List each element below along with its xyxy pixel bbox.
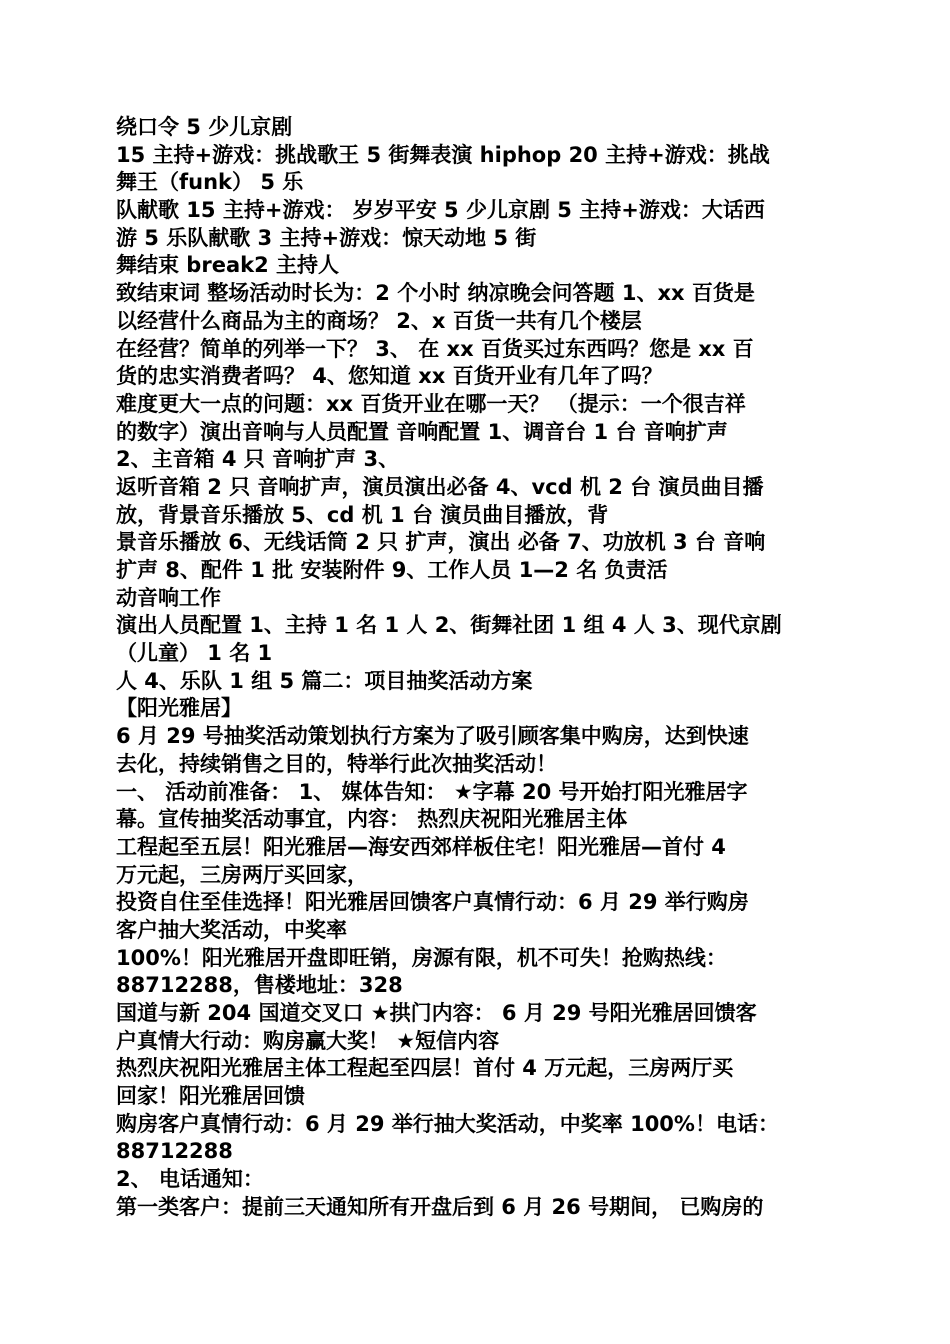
text-line: 6 月 29 号抽奖活动策划执行方案为了吸引顾客集中购房，达到快速 <box>116 724 749 749</box>
text-line: 绕口令 5 少儿京剧 <box>116 115 293 139</box>
text-line: 幕。宣传抽奖活动事宜，内容： 热烈庆祝阳光雅居主体 <box>116 807 628 832</box>
text-line: 【阳光雅居】 <box>116 696 242 721</box>
text-line: 一、 活动前准备： 1、 媒体告知： ★字幕 20 号开始打阳光雅居字 <box>116 779 748 804</box>
text-line: 游 5 乐队献歌 3 主持+游戏：惊天动地 5 街 <box>116 225 537 250</box>
text-line: 演出人员配置 1、主持 1 名 1 人 2、街舞社团 1 组 4 人 3、现代京剧 <box>116 613 782 638</box>
text-line: 景音乐播放 6、无线话筒 2 只 扩声，演出 必备 7、功放机 3 台 音响 <box>116 530 766 555</box>
text-line: 工程起至五层！阳光雅居—海安西郊样板住宅！阳光雅居—首付 4 <box>116 834 726 859</box>
text-line: 以经营什么商品为主的商场？ 2、x 百货一共有几个楼层 <box>116 308 642 333</box>
text-line: 国道与新 204 国道交叉口 ★拱门内容： 6 月 29 号阳光雅居回馈客 <box>116 1001 757 1025</box>
text-line: 万元起，三房两厅买回家， <box>116 862 368 887</box>
text-line: 15 主持+游戏：挑战歌王 5 街舞表演 hiphop 20 主持+游戏：挑战 <box>116 142 770 167</box>
text-line: 2、 电话通知： <box>116 1167 264 1192</box>
text-line: 投资自住至佳选择！阳光雅居回馈客户真情行动：6 月 29 举行购房 <box>116 890 749 915</box>
text-line: 2、主音箱 4 只 音响扩声 3、 <box>116 447 400 472</box>
text-line: 在经营？简单的列举一下？ 3、 在 xx 百货买过东西吗？您是 xx 百 <box>116 336 754 361</box>
text-line: 的数字）演出音响与人员配置 音响配置 1、调音台 1 台 音响扩声 <box>116 419 728 444</box>
text-line: 舞王（funk） 5 乐 <box>116 170 304 195</box>
text-line: 88712288 <box>116 1139 233 1164</box>
text-line: （儿童） 1 名 1 <box>116 641 273 666</box>
text-line: 88712288，售楼地址：328 <box>116 973 403 998</box>
text-line: 致结束词 整场活动时长为：2 个小时 纳凉晚会问答题 1、xx 百货是 <box>116 281 755 306</box>
text-line: 购房客户真情行动：6 月 29 举行抽大奖活动，中奖率 100%！电话： <box>116 1111 779 1136</box>
text-line: 热烈庆祝阳光雅居主体工程起至四层！首付 4 万元起，三房两厅买 <box>116 1056 734 1081</box>
text-line: 队献歌 15 主持+游戏： 岁岁平安 5 少儿京剧 5 主持+游戏：大话西 <box>116 198 765 223</box>
text-line: 回家！阳光雅居回馈 <box>116 1084 305 1109</box>
text-line: 放，背景音乐播放 5、cd 机 1 台 演员曲目播放，背 <box>116 502 609 527</box>
text-line: 动音响工作 <box>116 585 221 610</box>
text-line: 去化，持续销售之目的，特举行此次抽奖活动！ <box>116 751 557 776</box>
text-line: 货的忠实消费者吗？ 4、您知道 xx 百货开业有几年了吗？ <box>116 364 663 389</box>
text-line: 返听音箱 2 只 音响扩声，演员演出必备 4、vcd 机 2 台 演员曲目播 <box>116 474 764 499</box>
text-line: 客户抽大奖活动，中奖率 <box>116 917 347 942</box>
text-line: 第一类客户：提前三天通知所有开盘后到 6 月 26 号期间， 已购房的 <box>116 1194 764 1219</box>
document-body <box>116 114 836 1222</box>
text-line: 户真情大行动：购房赢大奖！ ★短信内容 <box>116 1028 500 1053</box>
text-line: 100%！阳光雅居开盘即旺销，房源有限，机不可失！抢购热线： <box>116 945 727 970</box>
text-line: 舞结束 break2 主持人 <box>116 253 340 278</box>
text-line: 扩声 8、配件 1 批 安装附件 9、工作人员 1—2 名 负责活 <box>116 558 668 582</box>
text-line: 难度更大一点的问题：xx 百货开业在哪一天？ （提示：一个很吉祥 <box>116 391 746 416</box>
text-line: 人 4、乐队 1 组 5 篇二：项目抽奖活动方案 <box>116 668 533 693</box>
